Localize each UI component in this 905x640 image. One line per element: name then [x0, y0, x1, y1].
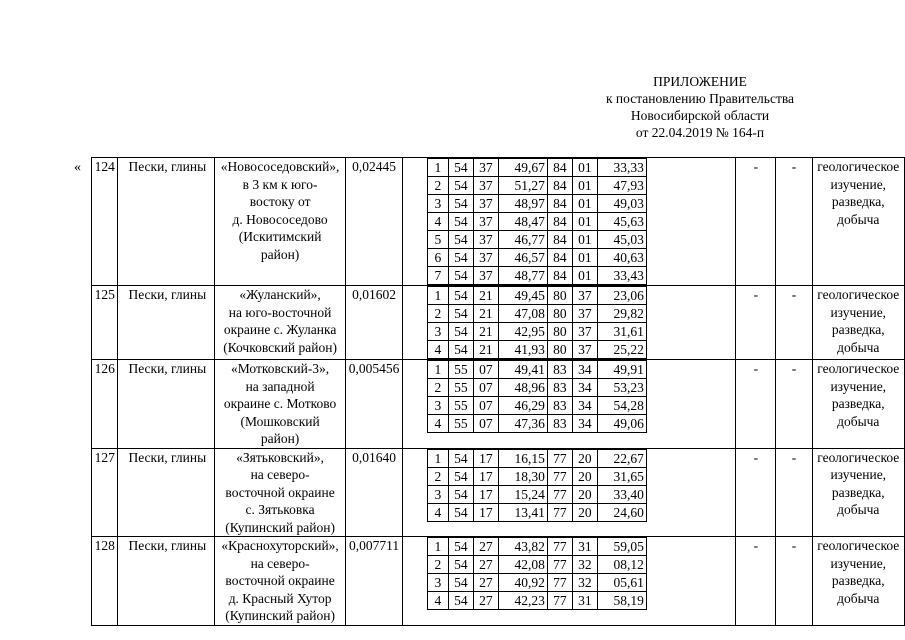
coordinate-value: 40,92 [498, 574, 547, 592]
coordinate-value: 37 [572, 341, 597, 359]
coordinate-value: 77 [547, 467, 572, 485]
coordinate-row [427, 574, 646, 592]
coordinate-value: 77 [547, 485, 572, 503]
coordinate-row [427, 177, 646, 195]
dash-value-2: - [776, 286, 812, 360]
coordinate-value: 34 [572, 397, 597, 415]
header-date-number: от 22.04.2019 № 164-п [635, 125, 765, 140]
mineral-type: Пески, глины [118, 158, 214, 286]
deposit-name-line: на западной [245, 378, 315, 394]
deposit-name-line: на северо- [250, 555, 310, 571]
coordinate-value: 49,03 [597, 195, 646, 213]
deposit-name-line: окраине с. Мотково [223, 396, 337, 411]
row-number: 128 [92, 537, 118, 626]
coordinate-value: 20 [572, 449, 597, 467]
coordinate-value: 84 [547, 213, 572, 231]
deposit-name-line: (Кочковский район) [223, 339, 337, 355]
coordinate-value: 51,27 [498, 177, 547, 195]
point-number: 4 [427, 592, 448, 610]
coordinate-value: 42,08 [498, 556, 547, 574]
header-line-3: Новосибирской области [630, 108, 770, 123]
usage-type-line: разведка, [831, 396, 885, 411]
coordinate-value: 43,82 [498, 538, 547, 556]
coordinates-cell [402, 286, 735, 360]
coordinate-value: 84 [547, 195, 572, 213]
point-number: 3 [427, 323, 448, 341]
coordinates-table [427, 158, 647, 285]
coordinate-value: 77 [547, 503, 572, 521]
deposit-name-line: востоку от [249, 194, 311, 209]
coordinate-value: 27 [473, 574, 498, 592]
deposit-area: 0,01602 [346, 286, 403, 360]
point-number: 4 [427, 341, 448, 359]
deposit-name-line: «Мотковский-3», [230, 361, 330, 376]
coordinate-value: 83 [547, 397, 572, 415]
coordinate-value: 15,24 [498, 485, 547, 503]
coordinate-value: 05,61 [597, 574, 646, 592]
coordinate-value: 23,06 [597, 287, 646, 305]
coordinate-value: 80 [547, 323, 572, 341]
coordinate-value: 31 [572, 592, 597, 610]
usage-type-line: геологическое [817, 287, 900, 302]
deposit-name-line: «Жуланский», [239, 287, 321, 302]
usage-type-line: геологическое [817, 159, 900, 174]
usage-type-line: добыча [837, 502, 880, 517]
coordinate-value: 48,47 [498, 213, 547, 231]
coordinate-value: 77 [547, 449, 572, 467]
coordinate-value: 48,97 [498, 195, 547, 213]
coordinate-value: 07 [473, 397, 498, 415]
coordinate-value: 84 [547, 231, 572, 249]
coordinate-value: 84 [547, 267, 572, 285]
usage-type-line: добыча [837, 590, 880, 606]
point-number: 4 [427, 415, 448, 433]
point-number: 2 [427, 177, 448, 195]
opening-quote-mark: « [74, 160, 81, 175]
deposit-name-line: восточной окраине [225, 484, 335, 500]
deposit-name-line: д. Новососедово [232, 211, 328, 227]
dash-value-2: - [776, 158, 812, 286]
coordinate-value: 07 [473, 379, 498, 397]
coordinate-row [427, 195, 646, 213]
point-number: 2 [427, 379, 448, 397]
deposit-name-line: восточной окраине [225, 573, 335, 588]
coordinate-value: 17 [473, 485, 498, 503]
coordinate-value: 16,15 [498, 449, 547, 467]
coordinate-value: 54 [448, 467, 473, 485]
coordinate-value: 84 [547, 177, 572, 195]
coordinate-value: 32 [572, 556, 597, 574]
table-row [92, 286, 905, 360]
coordinate-value: 77 [547, 574, 572, 592]
coordinate-value: 27 [473, 556, 498, 574]
row-number: 125 [92, 286, 118, 360]
deposit-name-line: на северо- [250, 467, 310, 482]
deposit-name [214, 158, 345, 286]
coordinate-value: 31 [572, 538, 597, 556]
coordinate-value: 54,28 [597, 397, 646, 415]
coordinate-value: 18,30 [498, 467, 547, 485]
dash-value-2: - [776, 360, 812, 449]
coordinate-value: 08,12 [597, 556, 646, 574]
coordinate-row [427, 485, 646, 503]
deposit-name-line: в 3 км к юго- [242, 176, 318, 192]
coordinate-value: 32 [572, 574, 597, 592]
coordinates-cell [402, 158, 735, 286]
coordinate-value: 01 [572, 231, 597, 249]
table-row [92, 158, 905, 286]
coordinate-value: 34 [572, 379, 597, 397]
coordinate-value: 27 [473, 592, 498, 610]
coordinate-value: 01 [572, 195, 597, 213]
coordinate-value: 54 [448, 449, 473, 467]
coordinate-value: 37 [473, 195, 498, 213]
deposit-area: 0,007711 [346, 537, 403, 626]
coordinates-cell [402, 448, 735, 537]
usage-type [812, 360, 904, 449]
usage-type-line: добыча [837, 339, 880, 355]
usage-type-line: изучение, [830, 176, 887, 192]
coordinate-row [427, 361, 646, 379]
deposit-name-line: (Купинский район) [225, 608, 335, 623]
coordinate-value: 54 [448, 177, 473, 195]
coordinate-row [427, 415, 646, 433]
deposit-name-line: (Купинский район) [225, 519, 335, 535]
deposit-name-line: д. Красный Хутор [228, 590, 332, 606]
coordinate-value: 37 [473, 267, 498, 285]
coordinate-value: 54 [448, 159, 473, 177]
coordinate-value: 55 [448, 397, 473, 415]
coordinate-value: 37 [473, 249, 498, 267]
deposit-area: 0,02445 [346, 158, 403, 286]
point-number: 1 [427, 287, 448, 305]
coordinates-cell [402, 360, 735, 449]
dash-value-2: - [776, 448, 812, 537]
coordinate-value: 37 [473, 231, 498, 249]
coordinate-value: 55 [448, 379, 473, 397]
coordinate-value: 37 [572, 305, 597, 323]
coordinate-value: 49,45 [498, 287, 547, 305]
point-number: 1 [427, 449, 448, 467]
coordinate-value: 17 [473, 467, 498, 485]
coordinate-value: 55 [448, 361, 473, 379]
coordinate-value: 80 [547, 287, 572, 305]
coordinate-row [427, 503, 646, 521]
dash-value-1: - [736, 537, 776, 626]
coordinate-value: 49,06 [597, 415, 646, 433]
coordinate-row [427, 538, 646, 556]
coordinate-value: 54 [448, 305, 473, 323]
table-row [92, 537, 905, 626]
mineral-type: Пески, глины [118, 286, 214, 360]
row-number: 126 [92, 360, 118, 449]
coordinate-row [427, 397, 646, 415]
coordinate-row [427, 287, 646, 305]
coordinate-value: 01 [572, 267, 597, 285]
coordinate-row [427, 231, 646, 249]
coordinate-row [427, 341, 646, 359]
coordinate-row [427, 449, 646, 467]
coordinate-value: 48,96 [498, 379, 547, 397]
coordinate-value: 37 [473, 159, 498, 177]
coordinate-value: 54 [448, 195, 473, 213]
row-number: 124 [92, 158, 118, 286]
coordinate-value: 46,77 [498, 231, 547, 249]
deposit-name-line: район) [260, 431, 300, 446]
usage-type-line: геологическое [817, 538, 900, 553]
coordinate-row [427, 556, 646, 574]
usage-type-line: изучение, [830, 555, 887, 571]
deposit-name [214, 286, 345, 360]
coordinate-value: 42,23 [498, 592, 547, 610]
coordinate-row [427, 249, 646, 267]
coordinate-value: 83 [547, 361, 572, 379]
coordinate-value: 37 [473, 177, 498, 195]
deposit-name-line: окраине с. Жуланка [223, 322, 337, 337]
header-line-2: к постановлению Правительства [605, 91, 795, 106]
coordinate-value: 54 [448, 267, 473, 285]
mineral-type: Пески, глины [118, 448, 214, 537]
coordinate-value: 34 [572, 415, 597, 433]
usage-type [812, 286, 904, 360]
dash-value-1: - [736, 286, 776, 360]
coordinate-row [427, 592, 646, 610]
coordinate-value: 53,23 [597, 379, 646, 397]
coordinate-value: 21 [473, 305, 498, 323]
coordinate-value: 54 [448, 556, 473, 574]
coordinate-value: 37 [572, 287, 597, 305]
usage-type-line: геологическое [817, 361, 900, 376]
coordinate-value: 45,03 [597, 231, 646, 249]
coordinate-value: 01 [572, 159, 597, 177]
usage-type-line: изучение, [830, 467, 887, 482]
usage-type-line: разведка, [831, 322, 885, 337]
coordinate-value: 77 [547, 538, 572, 556]
usage-type-line: разведка, [831, 484, 885, 500]
coordinates-table [427, 286, 647, 359]
coordinate-value: 84 [547, 249, 572, 267]
deposit-name-line: (Мошковский [240, 413, 320, 429]
usage-type-line: изучение, [830, 304, 887, 320]
usage-type-line: разведка, [831, 194, 885, 209]
coordinate-value: 48,77 [498, 267, 547, 285]
coordinate-value: 54 [448, 213, 473, 231]
mineral-type: Пески, глины [118, 537, 214, 626]
coordinate-value: 17 [473, 449, 498, 467]
point-number: 1 [427, 361, 448, 379]
coordinate-value: 37 [473, 213, 498, 231]
coordinate-row [427, 267, 646, 285]
point-number: 2 [427, 305, 448, 323]
coordinate-value: 54 [448, 538, 473, 556]
deposit-name-line: «Зятьковский», [236, 449, 324, 465]
coordinate-value: 21 [473, 287, 498, 305]
coordinate-row [427, 379, 646, 397]
deposit-name-line: «Новососедовский», [220, 159, 340, 174]
coordinate-value: 29,82 [597, 305, 646, 323]
point-number: 3 [427, 485, 448, 503]
usage-type [812, 448, 904, 537]
coordinate-value: 25,22 [597, 341, 646, 359]
coordinate-value: 54 [448, 287, 473, 305]
coordinate-row [427, 467, 646, 485]
coordinate-value: 83 [547, 379, 572, 397]
point-number: 7 [427, 267, 448, 285]
coordinates-table [427, 537, 647, 610]
coordinate-value: 49,41 [498, 361, 547, 379]
coordinate-value: 33,40 [597, 485, 646, 503]
coordinate-value: 01 [572, 177, 597, 195]
header-title: ПРИЛОЖЕНИЕ [653, 74, 747, 89]
point-number: 2 [427, 556, 448, 574]
coordinate-value: 54 [448, 323, 473, 341]
coordinate-value: 01 [572, 249, 597, 267]
coordinate-value: 55 [448, 415, 473, 433]
coordinate-value: 54 [448, 503, 473, 521]
dash-value-1: - [736, 158, 776, 286]
coordinate-value: 07 [473, 415, 498, 433]
usage-type-line: разведка, [831, 573, 885, 588]
deposit-name-line: с. Зятьковка [245, 502, 315, 517]
point-number: 1 [427, 159, 448, 177]
coordinate-value: 54 [448, 341, 473, 359]
deposit-name-line: на юго-восточной [228, 304, 332, 320]
deposit-name-line: «Краснохуторский», [221, 538, 339, 553]
coordinate-value: 54 [448, 231, 473, 249]
coordinate-value: 42,95 [498, 323, 547, 341]
coordinate-value: 21 [473, 341, 498, 359]
coordinate-value: 33,43 [597, 267, 646, 285]
coordinate-value: 46,57 [498, 249, 547, 267]
deposit-name [214, 448, 345, 537]
coordinate-value: 33,33 [597, 159, 646, 177]
coordinate-value: 80 [547, 341, 572, 359]
deposit-area: 0,01640 [346, 448, 403, 537]
coordinate-value: 47,93 [597, 177, 646, 195]
coordinates-cell [402, 537, 735, 626]
usage-type [812, 537, 904, 626]
table-row [92, 448, 905, 537]
usage-type-line: изучение, [830, 378, 887, 394]
dash-value-2: - [776, 537, 812, 626]
coordinate-value: 01 [572, 213, 597, 231]
deposit-area: 0,005456 [346, 360, 403, 449]
point-number: 5 [427, 231, 448, 249]
usage-type-line: добыча [837, 413, 880, 429]
mineral-type: Пески, глины [118, 360, 214, 449]
coordinate-value: 17 [473, 503, 498, 521]
point-number: 3 [427, 574, 448, 592]
coordinate-value: 40,63 [597, 249, 646, 267]
table-row [92, 360, 905, 449]
point-number: 4 [427, 503, 448, 521]
point-number: 2 [427, 467, 448, 485]
deposit-name [214, 360, 345, 449]
coordinate-value: 59,05 [597, 538, 646, 556]
coordinates-table [427, 360, 647, 433]
coordinate-row [427, 159, 646, 177]
coordinate-value: 54 [448, 574, 473, 592]
usage-type-line: геологическое [817, 449, 900, 465]
coordinate-value: 58,19 [597, 592, 646, 610]
coordinates-table [427, 449, 647, 522]
coordinate-value: 84 [547, 159, 572, 177]
point-number: 6 [427, 249, 448, 267]
dash-value-1: - [736, 360, 776, 449]
coordinate-value: 54 [448, 592, 473, 610]
coordinate-value: 34 [572, 361, 597, 379]
deposit-name-line: (Искитимский [238, 229, 322, 244]
coordinate-value: 31,61 [597, 323, 646, 341]
point-number: 4 [427, 213, 448, 231]
usage-type [812, 158, 904, 286]
deposits-table [91, 157, 905, 626]
coordinate-value: 22,67 [597, 449, 646, 467]
deposit-name [214, 537, 345, 626]
coordinate-value: 24,60 [597, 503, 646, 521]
coordinate-row [427, 305, 646, 323]
coordinate-value: 31,65 [597, 467, 646, 485]
coordinate-value: 49,67 [498, 159, 547, 177]
coordinate-value: 20 [572, 467, 597, 485]
coordinate-value: 54 [448, 485, 473, 503]
deposit-name-line: район) [260, 246, 300, 262]
point-number: 3 [427, 397, 448, 415]
coordinate-value: 47,08 [498, 305, 547, 323]
coordinate-value: 80 [547, 305, 572, 323]
coordinate-value: 07 [473, 361, 498, 379]
row-number: 127 [92, 448, 118, 537]
coordinate-value: 47,36 [498, 415, 547, 433]
coordinate-value: 77 [547, 592, 572, 610]
document-header [560, 73, 840, 141]
point-number: 3 [427, 195, 448, 213]
point-number: 1 [427, 538, 448, 556]
coordinate-row [427, 323, 646, 341]
coordinate-value: 20 [572, 485, 597, 503]
coordinate-value: 45,63 [597, 213, 646, 231]
dash-value-1: - [736, 448, 776, 537]
coordinate-value: 21 [473, 323, 498, 341]
coordinate-value: 37 [572, 323, 597, 341]
coordinate-value: 54 [448, 249, 473, 267]
coordinate-value: 27 [473, 538, 498, 556]
coordinate-value: 77 [547, 556, 572, 574]
coordinate-value: 20 [572, 503, 597, 521]
coordinate-value: 49,91 [597, 361, 646, 379]
coordinate-value: 46,29 [498, 397, 547, 415]
coordinate-value: 13,41 [498, 503, 547, 521]
coordinate-value: 41,93 [498, 341, 547, 359]
coordinate-value: 83 [547, 415, 572, 433]
usage-type-line: добыча [837, 211, 880, 227]
coordinate-row [427, 213, 646, 231]
